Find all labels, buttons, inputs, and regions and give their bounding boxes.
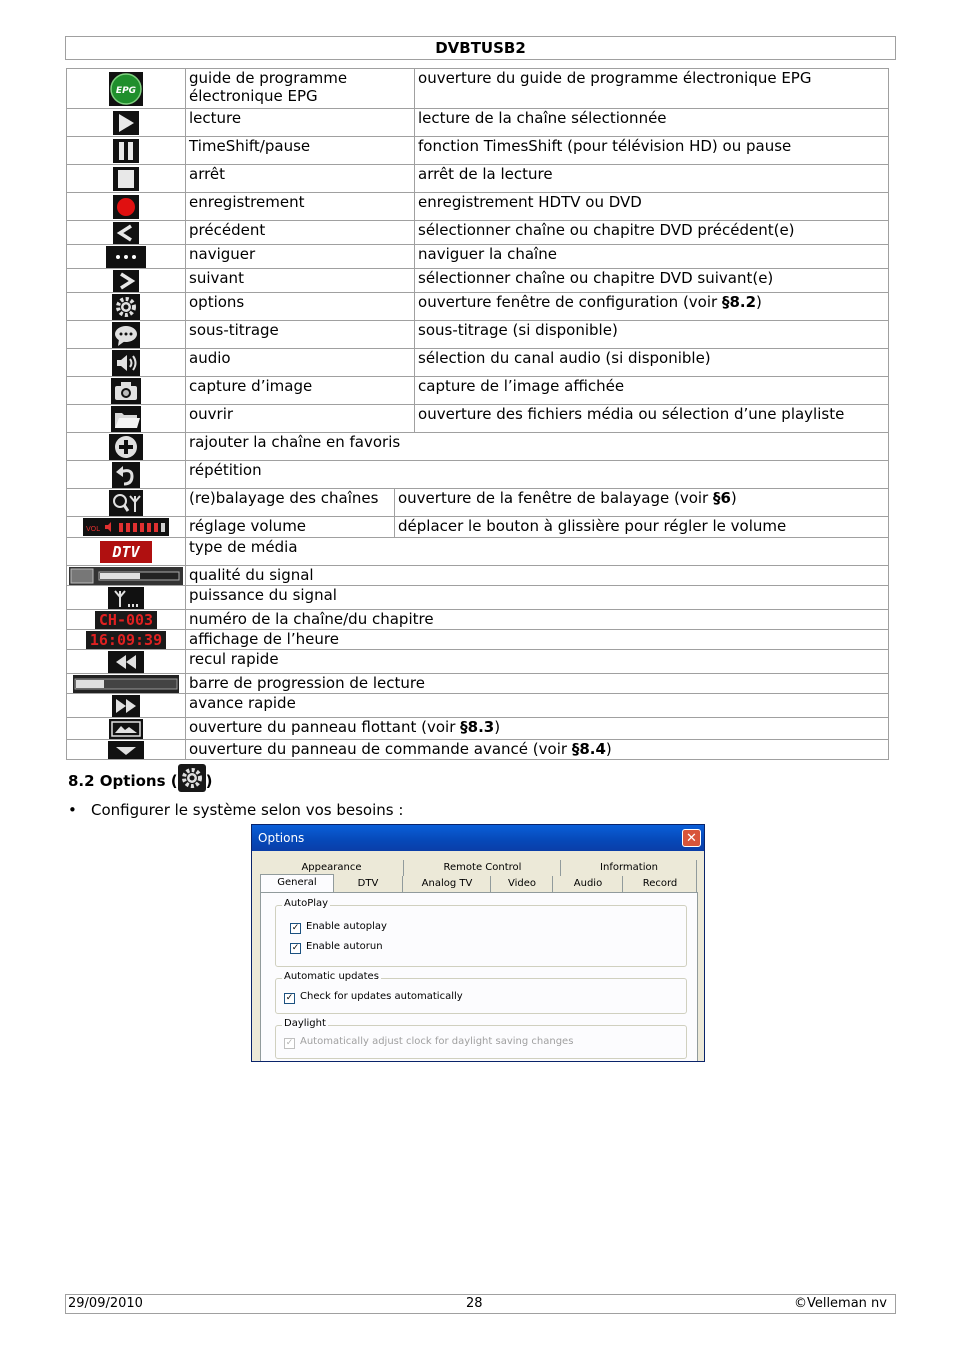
- icon-cell: [67, 586, 186, 610]
- table-row: [67, 489, 889, 517]
- svg-text:VOL: VOL: [86, 525, 101, 534]
- function-label: guide de programme électronique EPG: [186, 69, 415, 109]
- table-row: [67, 650, 889, 674]
- svg-text:EPG: EPG: [115, 85, 137, 96]
- tab-analog-tv[interactable]: Analog TV: [404, 876, 491, 892]
- function-description: ouverture fenêtre de configuration (voir §8.2): [415, 293, 889, 321]
- document-footer: [65, 1294, 896, 1314]
- tab-record[interactable]: Record: [624, 876, 697, 892]
- function-label: puissance du signal: [186, 586, 889, 610]
- function-label: précédent: [186, 221, 415, 245]
- function-label: ouverture du panneau flottant (voir §8.3): [186, 718, 889, 740]
- section-heading: 8.2 Options ( ): [68, 764, 212, 793]
- table-row: [67, 245, 889, 269]
- function-description: sélection du canal audio (si disponible): [415, 349, 889, 377]
- icon-cell: [67, 137, 186, 165]
- navigate-icon: [106, 246, 146, 268]
- icon-cell: [67, 321, 186, 349]
- function-label: (re)balayage des chaînes: [186, 489, 395, 517]
- table-row: [67, 694, 889, 718]
- tab-dtv[interactable]: DTV: [334, 876, 403, 892]
- add-favorite-icon: [109, 434, 143, 460]
- icon-cell: [67, 517, 186, 538]
- general-panel: [260, 892, 698, 1062]
- pause-icon: [113, 139, 139, 163]
- footer-copyright: ©Velleman nv: [793, 1296, 887, 1311]
- icon-cell: [67, 293, 186, 321]
- function-description: sélectionner chaîne ou chapitre DVD suivant(e): [415, 269, 889, 293]
- table-row: [67, 586, 889, 610]
- function-label: capture d’image: [186, 377, 415, 405]
- footer-page-number: 28: [466, 1296, 483, 1311]
- progress-bar-icon: [73, 675, 179, 693]
- icon-cell: [67, 377, 186, 405]
- function-label: répétition: [186, 461, 889, 489]
- stop-icon: [113, 167, 139, 191]
- table-row: [67, 433, 889, 461]
- speaker-icon: [112, 350, 140, 376]
- function-label: qualité du signal: [186, 566, 889, 586]
- tab-row-front: [260, 876, 697, 892]
- group-automatic-updates: Automatic updates ✓ Check for updates automatically: [275, 978, 687, 1014]
- document-header: [65, 36, 896, 60]
- play-icon: [113, 111, 139, 135]
- function-description: sélectionner chaîne ou chapitre DVD précédent(e): [415, 221, 889, 245]
- function-table: [66, 68, 889, 760]
- icon-cell: [67, 245, 186, 269]
- table-row: [67, 405, 889, 433]
- function-description: ouverture du guide de programme électronique EPG: [415, 69, 889, 109]
- function-description: ouverture des fichiers média ou sélection d’une playliste: [415, 405, 889, 433]
- tab-appearance[interactable]: Appearance: [260, 860, 404, 876]
- repeat-icon: [112, 462, 140, 488]
- icon-cell: [67, 349, 186, 377]
- table-row: [67, 538, 889, 566]
- table-row: [67, 321, 889, 349]
- scan-icon: [109, 490, 143, 516]
- check-updates-checkbox[interactable]: ✓ Check for updates automatically: [285, 991, 463, 1003]
- function-label: arrêt: [186, 165, 415, 193]
- function-label: lecture: [186, 109, 415, 137]
- function-label: rajouter la chaîne en favoris: [186, 433, 889, 461]
- tab-remote-control[interactable]: Remote Control: [405, 860, 561, 876]
- function-label: type de média: [186, 538, 889, 566]
- epg-icon: [109, 72, 143, 106]
- function-description: enregistrement HDTV ou DVD: [415, 193, 889, 221]
- previous-icon: [113, 222, 139, 244]
- tab-information[interactable]: Information: [562, 860, 697, 876]
- table-row: [67, 349, 889, 377]
- chevron-down-icon: [108, 741, 144, 759]
- function-description: ouverture de la fenêtre de balayage (voir §6): [395, 489, 889, 517]
- icon-cell: [67, 566, 186, 586]
- dialog-titlebar: Options: [252, 825, 704, 851]
- icon-cell: [67, 538, 186, 566]
- table-row: [67, 193, 889, 221]
- icon-cell: [67, 193, 186, 221]
- icon-cell: [67, 221, 186, 245]
- record-icon: [113, 195, 139, 219]
- function-description: sous-titrage (si disponible): [415, 321, 889, 349]
- icon-cell: [67, 69, 186, 109]
- function-description: déplacer le bouton à glissière pour régler le volume: [395, 517, 889, 538]
- rewind-icon: [108, 651, 144, 673]
- function-label: ouverture du panneau de commande avancé (voir §8.4): [186, 740, 889, 760]
- folder-icon: [111, 406, 141, 432]
- function-label: enregistrement: [186, 193, 415, 221]
- icon-cell: [67, 630, 186, 650]
- function-description: naviguer la chaîne: [415, 245, 889, 269]
- table-row: [67, 674, 889, 694]
- table-row: [67, 740, 889, 760]
- tab-video[interactable]: Video: [492, 876, 553, 892]
- icon-cell: [67, 405, 186, 433]
- table-row: [67, 293, 889, 321]
- function-label: TimeShift/pause: [186, 137, 415, 165]
- function-label: audio: [186, 349, 415, 377]
- tab-general[interactable]: General: [260, 874, 334, 893]
- function-label: naviguer: [186, 245, 415, 269]
- table-row: [67, 269, 889, 293]
- daylight-saving-checkbox[interactable]: ✓ Automatically adjust clock for daylight saving changes: [285, 1036, 574, 1048]
- function-label: barre de progression de lecture: [186, 674, 889, 694]
- table-row: [67, 109, 889, 137]
- function-label: numéro de la chaîne/du chapitre: [186, 610, 889, 630]
- icon-cell: [67, 433, 186, 461]
- table-row: [67, 517, 889, 538]
- icon-cell: [67, 165, 186, 193]
- close-button[interactable]: ✕: [682, 829, 701, 847]
- function-label: recul rapide: [186, 650, 889, 674]
- signal-quality-icon: [69, 567, 183, 585]
- table-row: [67, 630, 889, 650]
- gear-icon: [112, 294, 140, 320]
- table-row: [67, 221, 889, 245]
- function-label: avance rapide: [186, 694, 889, 718]
- tab-audio[interactable]: Audio: [554, 876, 623, 892]
- channel-number-icon: CH-003: [95, 611, 157, 629]
- icon-cell: [67, 674, 186, 694]
- footer-date: 29/09/2010: [68, 1296, 143, 1311]
- table-row: [67, 461, 889, 489]
- icon-cell: [67, 694, 186, 718]
- table-row: [67, 377, 889, 405]
- function-label: sous-titrage: [186, 321, 415, 349]
- icon-cell: [67, 269, 186, 293]
- table-row: [67, 69, 889, 109]
- gear-icon: [178, 764, 206, 792]
- function-label: affichage de l’heure: [186, 630, 889, 650]
- document-title: DVBTUSB2: [435, 39, 526, 57]
- icon-cell: [67, 718, 186, 740]
- volume-slider-icon: [83, 518, 169, 536]
- table-row: [67, 718, 889, 740]
- function-description: lecture de la chaîne sélectionnée: [415, 109, 889, 137]
- function-label: suivant: [186, 269, 415, 293]
- subtitle-icon: [112, 322, 140, 348]
- table-row: [67, 566, 889, 586]
- signal-strength-icon: [108, 587, 144, 609]
- fast-forward-icon: [112, 695, 140, 717]
- table-row: [67, 137, 889, 165]
- function-description: arrêt de la lecture: [415, 165, 889, 193]
- dtv-media-icon: DTV: [100, 541, 151, 563]
- icon-cell: [67, 109, 186, 137]
- icon-cell: [67, 489, 186, 517]
- group-autoplay: AutoPlay ✓ Enable autoplay ✓ Enable autorun: [275, 905, 687, 967]
- camera-icon: [111, 378, 141, 404]
- group-daylight: Daylight ✓ Automatically adjust clock for daylight saving changes: [275, 1025, 687, 1059]
- table-row: [67, 610, 889, 630]
- function-label: options: [186, 293, 415, 321]
- options-dialog: [251, 824, 705, 1062]
- icon-cell: [67, 610, 186, 630]
- icon-cell: [67, 650, 186, 674]
- icon-cell: [67, 740, 186, 760]
- function-description: capture de l’image affichée: [415, 377, 889, 405]
- function-description: fonction TimesShift (pour télévision HD) ou pause: [415, 137, 889, 165]
- floating-panel-icon: [109, 719, 143, 739]
- enable-autorun-checkbox[interactable]: ✓ Enable autorun: [291, 941, 383, 953]
- enable-autoplay-checkbox[interactable]: ✓ Enable autoplay: [291, 921, 387, 933]
- function-label: ouvrir: [186, 405, 415, 433]
- function-label: réglage volume: [186, 517, 395, 538]
- icon-cell: [67, 461, 186, 489]
- next-icon: [113, 270, 139, 292]
- table-row: [67, 165, 889, 193]
- bullet-item: • Configurer le système selon vos besoins :: [68, 801, 404, 819]
- clock-display-icon: 16:09:39: [86, 631, 166, 649]
